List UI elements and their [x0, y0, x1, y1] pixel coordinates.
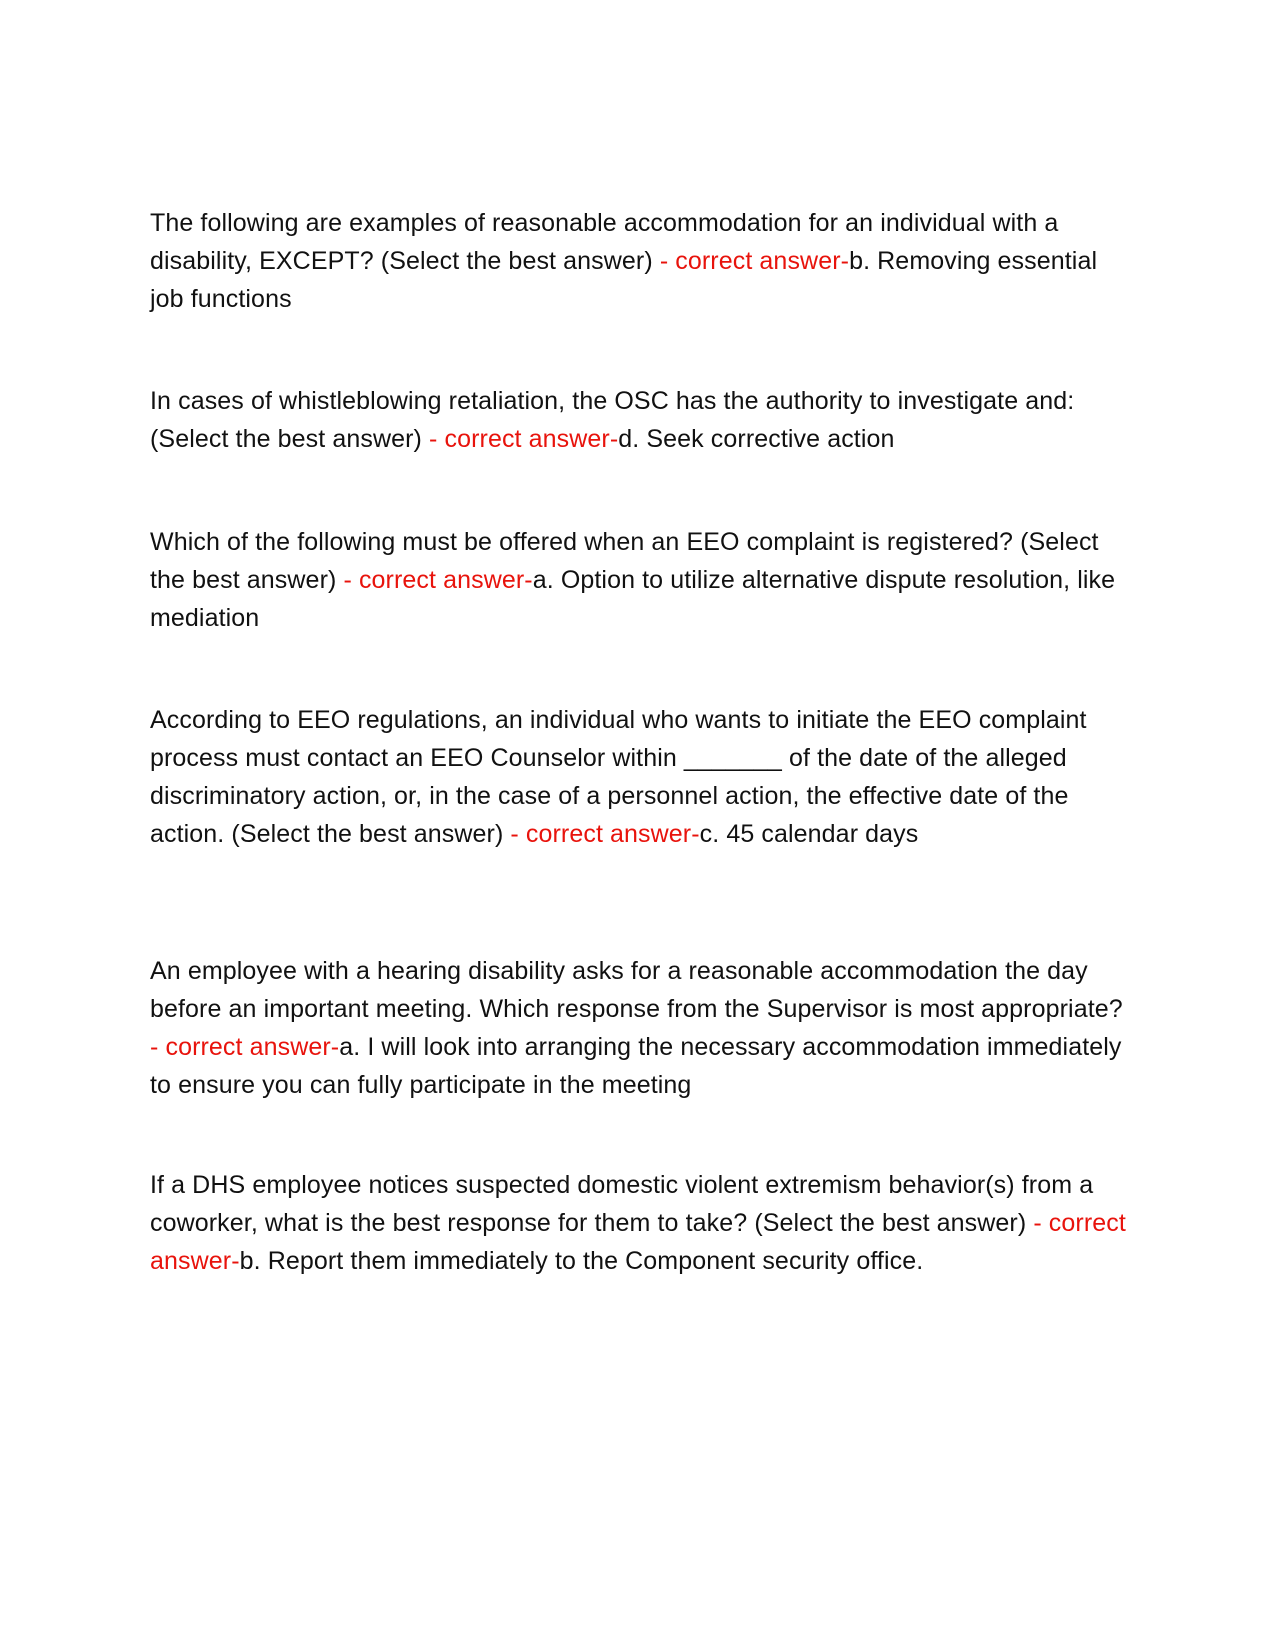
- qa-item: [150, 382, 1130, 458]
- correct-answer-marker: - correct answer-: [150, 1033, 340, 1061]
- question-text: If a DHS employee notices suspected domestic violent extremism behavior(s) from a coworker, what is the best response for them to take? (Select the best answer): [150, 1171, 1094, 1237]
- question-text: According to EEO regulations, an individual who wants to initiate the EEO complaint process must contact an EEO Counselor within _______ of the date of the alleged discriminatory action, or, in the case of a personnel action, the effective date of the action. (Select the best answer): [150, 706, 1087, 848]
- correct-answer-marker: - correct answer-: [659, 247, 850, 275]
- qa-item: [150, 523, 1130, 637]
- qa-item: [150, 204, 1130, 318]
- answer-text: b. Report them immediately to the Component security office.: [239, 1247, 924, 1275]
- correct-answer-marker: - correct answer-: [150, 1209, 1126, 1275]
- question-text: An employee with a hearing disability asks for a reasonable accommodation the day before an important meeting. Which response from the Supervisor is most appropriate?: [150, 957, 1123, 1023]
- question-text: Which of the following must be offered when an EEO complaint is registered? (Select the best answer): [150, 528, 1099, 594]
- answer-text: a. I will look into arranging the necessary accommodation immediately to ensure you can fully participate in the meeting: [150, 1033, 1122, 1099]
- qa-item: [150, 1166, 1130, 1280]
- answer-text: d. Seek corrective action: [618, 425, 895, 453]
- qa-item: [150, 701, 1130, 853]
- answer-text: c. 45 calendar days: [699, 820, 919, 848]
- question-text: In cases of whistleblowing retaliation, the OSC has the authority to investigate and: (Select the best answer): [150, 387, 1075, 453]
- answer-text: b. Removing essential job functions: [150, 247, 1098, 313]
- qa-item: [150, 952, 1130, 1104]
- correct-answer-marker: - correct answer-: [343, 566, 533, 594]
- question-text: The following are examples of reasonable accommodation for an individual with a disability, EXCEPT? (Select the best answer): [150, 209, 1059, 275]
- correct-answer-marker: - correct answer-: [510, 820, 700, 848]
- correct-answer-marker: - correct answer-: [429, 425, 619, 453]
- answer-text: a. Option to utilize alternative dispute resolution, like mediation: [150, 566, 1116, 632]
